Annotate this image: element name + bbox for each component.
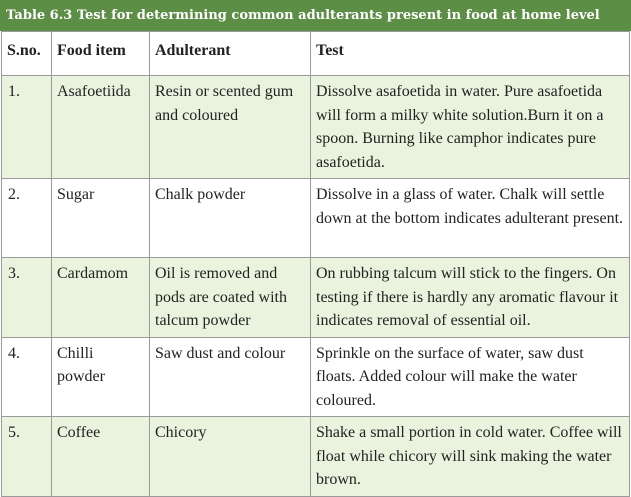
- header-test: Test: [311, 32, 630, 76]
- header-food-item: Food item: [52, 32, 150, 76]
- table-header-row: [2, 32, 630, 76]
- cell-test: Shake a small portion in cold water. Coffee will float while chicory will sink making the water brown.: [311, 417, 630, 497]
- cell-food-item: Sugar: [52, 179, 150, 258]
- cell-adulterant: Chalk powder: [150, 179, 311, 258]
- cell-sno: 3.: [2, 258, 52, 338]
- cell-sno: 2.: [2, 179, 52, 258]
- cell-food-item: Asafoetiida: [52, 76, 150, 179]
- cell-sno: 5.: [2, 417, 52, 497]
- cell-test: Sprinkle on the surface of water, saw dust floats. Added colour will make the water coloured.: [311, 337, 630, 417]
- cell-test: Dissolve asafoetida in water. Pure asafoetida will form a milky white solution.Burn it on a spoon. Burning like camphor indicates pure asafoetida.: [311, 76, 630, 179]
- table-row: [2, 179, 630, 258]
- table-row: [2, 76, 630, 179]
- header-sno: S.no.: [2, 32, 52, 76]
- cell-sno: 1.: [2, 76, 52, 179]
- cell-adulterant: Oil is removed and pods are coated with talcum powder: [150, 258, 311, 338]
- cell-sno: 4.: [2, 337, 52, 417]
- header-adulterant: Adulterant: [150, 32, 311, 76]
- cell-food-item: Coffee: [52, 417, 150, 497]
- table-caption: Table 6.3 Test for determining common adulterants present in food at home level: [0, 0, 631, 31]
- cell-adulterant: Chicory: [150, 417, 311, 497]
- table-row: [2, 417, 630, 497]
- cell-food-item: Cardamom: [52, 258, 150, 338]
- table-row: [2, 258, 630, 338]
- cell-test: On rubbing talcum will stick to the fingers. On testing if there is hardly any aromatic flavour it indicates removal of essential oil.: [311, 258, 630, 338]
- cell-adulterant: Saw dust and colour: [150, 337, 311, 417]
- table-row: [2, 337, 630, 417]
- adulterants-table: [1, 31, 630, 497]
- cell-test: Dissolve in a glass of water. Chalk will settle down at the bottom indicates adulterant present.: [311, 179, 630, 258]
- cell-adulterant: Resin or scented gum and coloured: [150, 76, 311, 179]
- cell-food-item: Chilli powder: [52, 337, 150, 417]
